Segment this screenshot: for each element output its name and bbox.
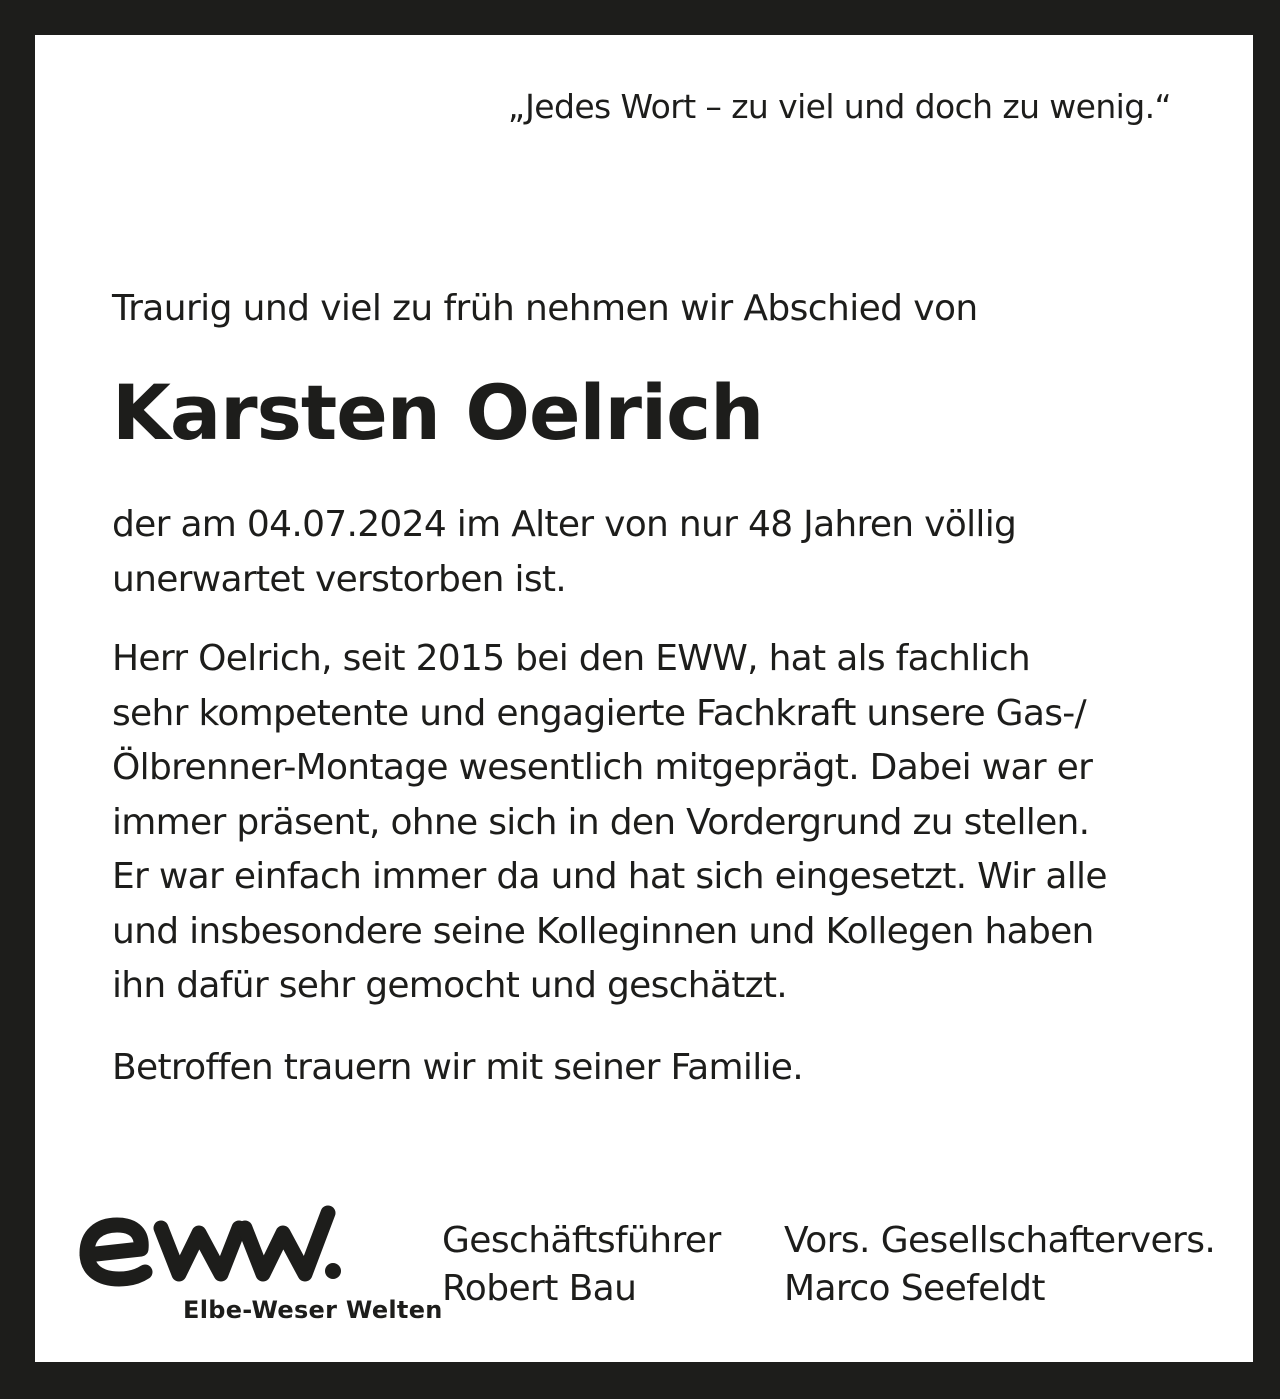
intro-line: Traurig und viel zu früh nehmen wir Abschied von: [112, 288, 978, 329]
text-line: Betroffen trauern wir mit seiner Familie.: [112, 1047, 803, 1088]
logo-subtitle: Elbe-Weser Welten: [183, 1296, 443, 1324]
text-line: immer präsent, ohne sich in den Vordergrund zu stellen.: [112, 801, 1090, 843]
text-line: ihn dafür sehr gemocht und geschätzt.: [112, 965, 787, 1006]
text-line: Ölbrenner-Montage wesentlich mitgeprägt. Dabei war er: [112, 747, 1093, 788]
signature-name: Marco Seefeldt: [784, 1268, 1045, 1309]
signature-board-chair: [784, 1217, 1215, 1313]
text-line: unerwartet verstorben ist.: [112, 558, 567, 600]
signature-role: Geschäftsführer: [442, 1220, 721, 1261]
death-notice-paragraph: [112, 498, 1192, 607]
signature-managing-director: [442, 1217, 721, 1313]
eww-logo-mark: [79, 1203, 349, 1288]
signature-role: Vors. Gesellschaftervers.: [784, 1220, 1216, 1261]
signature-name: Robert Bau: [442, 1268, 637, 1309]
text-line: und insbesondere seine Kolleginnen und Kollegen haben: [112, 910, 1094, 952]
condolence-paragraph: [112, 1041, 1192, 1096]
text-line: Er war einfach immer da und hat sich eingesetzt. Wir alle: [112, 856, 1107, 897]
text-line: Herr Oelrich, seit 2015 bei den EWW, hat als fachlich: [112, 638, 1031, 679]
tribute-paragraph: [112, 632, 1192, 1014]
eww-logo: [79, 1203, 443, 1331]
deceased-name: Karsten Oelrich: [112, 368, 764, 457]
text-line: der am 04.07.2024 im Alter von nur 48 Jahren völlig: [112, 504, 1017, 545]
text-line: sehr kompetente und engagierte Fachkraft unsere Gas-/: [112, 692, 1086, 734]
quote: „Jedes Wort – zu viel und doch zu wenig.“: [507, 87, 1171, 126]
obituary-card: [35, 35, 1253, 1362]
